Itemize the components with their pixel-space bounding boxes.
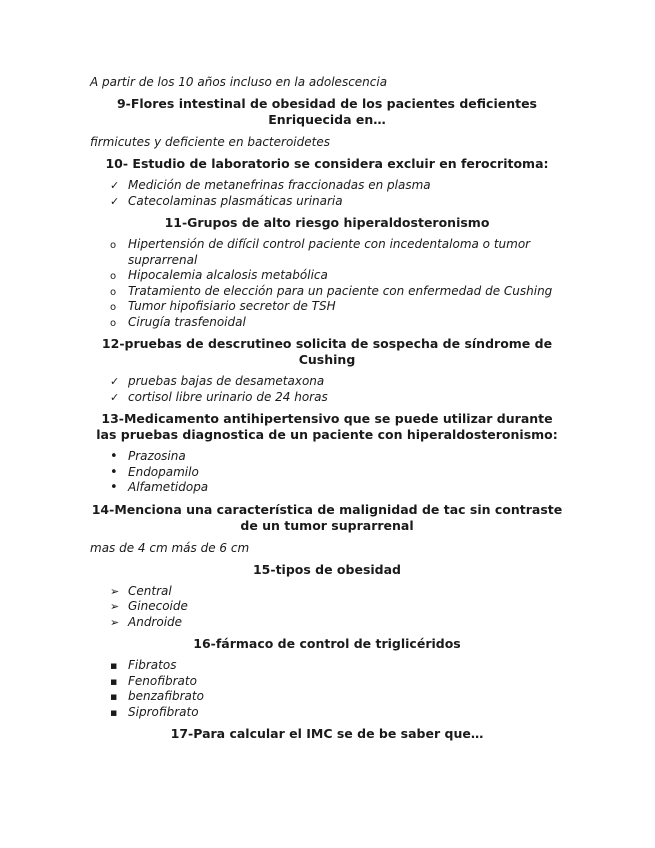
question-15-list [90, 584, 564, 631]
square-bullet-icon [110, 658, 124, 674]
list-item: ✓ pruebas bajas de desametaxona [90, 374, 564, 390]
list-item: ▪ Fenofibrato [90, 674, 564, 690]
arrow-bullet-icon [110, 599, 124, 615]
arrow-bullet-icon [110, 615, 124, 631]
checkmark-icon [110, 390, 124, 406]
question-10-heading: 10- Estudio de laboratorio se considera excluir en ferocritoma: [105, 156, 549, 171]
list-item: ➢ Androide [90, 615, 564, 631]
list-item: o Hipertensión de difícil control paciente con incedentaloma o tumor suprarrenal [90, 237, 564, 268]
checkmark-icon [110, 194, 124, 210]
question-14-answer: mas de 4 cm más de 6 cm [90, 540, 250, 555]
list-item: ✓ Catecolaminas plasmáticas urinaria [90, 194, 564, 210]
list-item: o Cirugía trasfenoidal [90, 315, 564, 331]
question-10-list [90, 178, 564, 209]
question-9-heading: 9-Flores intestinal de obesidad de los pacientes deficientes Enriquecida en… [116, 96, 538, 127]
list-item: • Alfametidopa [90, 480, 564, 496]
question-15-heading: 15-tipos de obesidad [252, 561, 402, 577]
list-item: ➢ Central [90, 584, 564, 600]
list-item: • Prazosina [90, 449, 564, 465]
circle-bullet-icon [110, 315, 124, 332]
list-item: ✓ Medición de metanefrinas fraccionadas en plasma [90, 178, 564, 194]
square-bullet-icon [110, 705, 124, 721]
question-12-heading: 12-pruebas de descrutineo solicita de sospecha de síndrome de Cushing [101, 336, 553, 367]
list-item: • Endopamilo [90, 465, 564, 481]
question-16-heading: 16-fármaco de control de triglicéridos [193, 636, 461, 651]
list-item: ➢ Ginecoide [90, 599, 564, 615]
checkmark-icon [110, 374, 124, 390]
square-bullet-icon [110, 674, 124, 690]
list-item: ▪ Fibratos [90, 658, 564, 674]
question-11-heading: 11-Grupos de alto riesgo hiperaldosteronismo [164, 215, 490, 230]
document-page [90, 68, 564, 748]
bullet-icon [110, 449, 124, 465]
list-item: o Hipocalemia alcalosis metabólica [90, 268, 564, 284]
checkmark-icon [110, 178, 124, 194]
circle-bullet-icon [110, 237, 124, 254]
list-item: ✓ cortisol libre urinario de 24 horas [90, 390, 564, 406]
question-13-heading: 13-Medicamento antihipertensivo que se puede utilizar durante las pruebas diagnostica de un paciente con hiperaldosteronismo: [96, 411, 558, 442]
circle-bullet-icon [110, 299, 124, 316]
question-17-heading: 17-Para calcular el IMC se de be saber que… [170, 726, 484, 741]
list-item: ▪ benzafibrato [90, 689, 564, 705]
question-13-list [90, 449, 564, 496]
list-item: o Tratamiento de elección para un paciente con enfermedad de Cushing [90, 284, 564, 300]
arrow-bullet-icon [110, 584, 124, 600]
question-14-heading: 14-Menciona una característica de malignidad de tac sin contraste de un tumor suprarrenal [91, 501, 563, 533]
bullet-icon [110, 480, 124, 496]
circle-bullet-icon [110, 284, 124, 301]
question-9-answer: firmicutes y deficiente en bacteroidetes [90, 135, 330, 149]
question-16-list [90, 658, 564, 720]
list-item: ▪ Siprofibrato [90, 705, 564, 721]
circle-bullet-icon [110, 268, 124, 285]
bullet-icon [110, 465, 124, 481]
square-bullet-icon [110, 689, 124, 705]
list-item: o Tumor hipofisiario secretor de TSH [90, 299, 564, 315]
intro-text: A partir de los 10 años incluso en la adolescencia [90, 75, 388, 89]
question-11-list [90, 237, 564, 330]
question-12-list [90, 374, 564, 405]
